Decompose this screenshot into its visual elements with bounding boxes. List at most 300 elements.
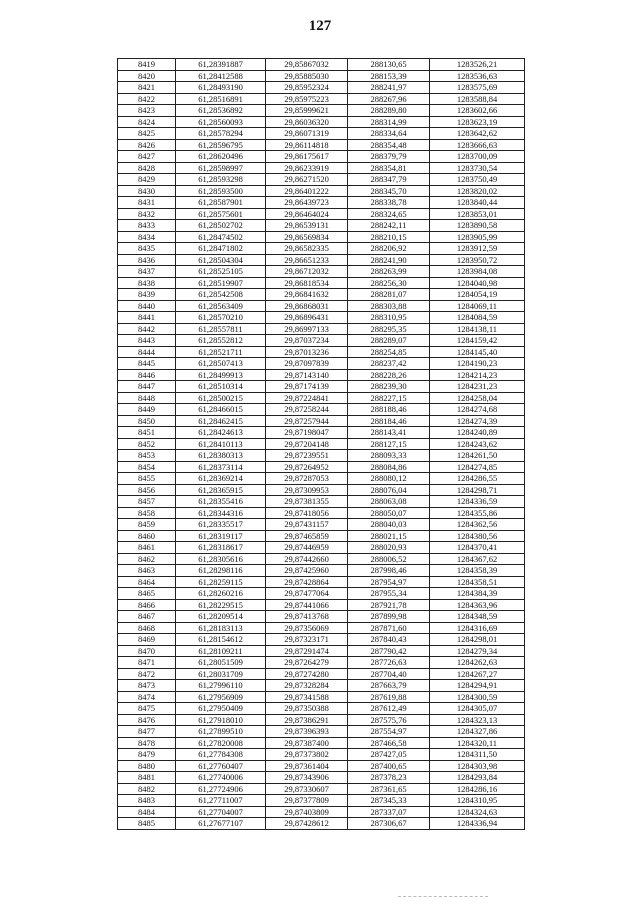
x-coordinate-cell: 287704,40 xyxy=(348,668,430,680)
longitude-cell: 29,87403809 xyxy=(266,806,348,818)
latitude-cell: 61,28229515 xyxy=(176,599,266,611)
point-number-cell: 8467 xyxy=(118,611,176,623)
longitude-cell: 29,87037234 xyxy=(266,335,348,347)
y-coordinate-cell: 1284084,59 xyxy=(430,312,525,324)
table-row xyxy=(118,668,525,680)
table-row xyxy=(118,795,525,807)
longitude-cell: 29,87396393 xyxy=(266,726,348,738)
y-coordinate-cell: 1284138,11 xyxy=(430,323,525,335)
point-number-cell: 8422 xyxy=(118,93,176,105)
scan-edge-mark xyxy=(398,896,488,897)
x-coordinate-cell: 288263,99 xyxy=(348,266,430,278)
x-coordinate-cell: 287790,42 xyxy=(348,645,430,657)
y-coordinate-cell: 1283588,84 xyxy=(430,93,525,105)
latitude-cell: 61,28259115 xyxy=(176,576,266,588)
x-coordinate-cell: 288210,15 xyxy=(348,231,430,243)
longitude-cell: 29,85885030 xyxy=(266,70,348,82)
longitude-cell: 29,86896431 xyxy=(266,312,348,324)
y-coordinate-cell: 1284298,71 xyxy=(430,484,525,496)
table-row xyxy=(118,59,525,71)
table-row xyxy=(118,404,525,416)
x-coordinate-cell: 288289,07 xyxy=(348,335,430,347)
y-coordinate-cell: 1284286,16 xyxy=(430,783,525,795)
x-coordinate-cell: 288237,42 xyxy=(348,358,430,370)
point-number-cell: 8447 xyxy=(118,381,176,393)
point-number-cell: 8441 xyxy=(118,312,176,324)
latitude-cell: 61,28260216 xyxy=(176,588,266,600)
table-row xyxy=(118,438,525,450)
longitude-cell: 29,87386291 xyxy=(266,714,348,726)
x-coordinate-cell: 288153,39 xyxy=(348,70,430,82)
longitude-cell: 29,86569834 xyxy=(266,231,348,243)
latitude-cell: 61,28380313 xyxy=(176,450,266,462)
y-coordinate-cell: 1284240,89 xyxy=(430,427,525,439)
longitude-cell: 29,87425960 xyxy=(266,565,348,577)
longitude-cell: 29,87309953 xyxy=(266,484,348,496)
y-coordinate-cell: 1284258,04 xyxy=(430,392,525,404)
x-coordinate-cell: 288184,46 xyxy=(348,415,430,427)
point-number-cell: 8452 xyxy=(118,438,176,450)
point-number-cell: 8485 xyxy=(118,818,176,830)
y-coordinate-cell: 1283984,08 xyxy=(430,266,525,278)
table-row xyxy=(118,611,525,623)
latitude-cell: 61,28369214 xyxy=(176,473,266,485)
point-number-cell: 8476 xyxy=(118,714,176,726)
y-coordinate-cell: 1284370,41 xyxy=(430,542,525,554)
table-row xyxy=(118,312,525,324)
latitude-cell: 61,28542508 xyxy=(176,289,266,301)
longitude-cell: 29,87446959 xyxy=(266,542,348,554)
x-coordinate-cell: 288241,97 xyxy=(348,82,430,94)
point-number-cell: 8465 xyxy=(118,588,176,600)
x-coordinate-cell: 288006,52 xyxy=(348,553,430,565)
table-row xyxy=(118,484,525,496)
x-coordinate-cell: 287361,65 xyxy=(348,783,430,795)
longitude-cell: 29,85867032 xyxy=(266,59,348,71)
point-number-cell: 8463 xyxy=(118,565,176,577)
y-coordinate-cell: 1283730,54 xyxy=(430,162,525,174)
latitude-cell: 61,28596795 xyxy=(176,139,266,151)
x-coordinate-cell: 287378,23 xyxy=(348,772,430,784)
point-number-cell: 8435 xyxy=(118,243,176,255)
y-coordinate-cell: 1284274,39 xyxy=(430,415,525,427)
table-row xyxy=(118,185,525,197)
longitude-cell: 29,86582335 xyxy=(266,243,348,255)
longitude-cell: 29,87428612 xyxy=(266,818,348,830)
table-row xyxy=(118,519,525,531)
y-coordinate-cell: 1283890,58 xyxy=(430,220,525,232)
point-number-cell: 8480 xyxy=(118,760,176,772)
latitude-cell: 61,28051509 xyxy=(176,657,266,669)
table-row xyxy=(118,415,525,427)
table-row xyxy=(118,289,525,301)
point-number-cell: 8454 xyxy=(118,461,176,473)
y-coordinate-cell: 1284261,50 xyxy=(430,450,525,462)
coordinates-table-body xyxy=(118,59,525,830)
table-row xyxy=(118,300,525,312)
table-row xyxy=(118,266,525,278)
y-coordinate-cell: 1283623,19 xyxy=(430,116,525,128)
x-coordinate-cell: 287619,88 xyxy=(348,691,430,703)
y-coordinate-cell: 1284300,59 xyxy=(430,691,525,703)
point-number-cell: 8443 xyxy=(118,335,176,347)
longitude-cell: 29,86071319 xyxy=(266,128,348,140)
table-row xyxy=(118,542,525,554)
y-coordinate-cell: 1284214,23 xyxy=(430,369,525,381)
latitude-cell: 61,27711007 xyxy=(176,795,266,807)
table-row xyxy=(118,530,525,542)
y-coordinate-cell: 1283905,99 xyxy=(430,231,525,243)
y-coordinate-cell: 1283750,49 xyxy=(430,174,525,186)
table-row xyxy=(118,818,525,830)
x-coordinate-cell: 287427,05 xyxy=(348,749,430,761)
x-coordinate-cell: 287955,34 xyxy=(348,588,430,600)
longitude-cell: 29,87431157 xyxy=(266,519,348,531)
table-row xyxy=(118,358,525,370)
longitude-cell: 29,87287053 xyxy=(266,473,348,485)
longitude-cell: 29,87239551 xyxy=(266,450,348,462)
longitude-cell: 29,87264279 xyxy=(266,657,348,669)
table-row xyxy=(118,323,525,335)
point-number-cell: 8484 xyxy=(118,806,176,818)
y-coordinate-cell: 1283820,02 xyxy=(430,185,525,197)
latitude-cell: 61,28031709 xyxy=(176,668,266,680)
x-coordinate-cell: 288303,88 xyxy=(348,300,430,312)
point-number-cell: 8453 xyxy=(118,450,176,462)
x-coordinate-cell: 288241,90 xyxy=(348,254,430,266)
y-coordinate-cell: 1284323,13 xyxy=(430,714,525,726)
table-row xyxy=(118,634,525,646)
point-number-cell: 8421 xyxy=(118,82,176,94)
point-number-cell: 8420 xyxy=(118,70,176,82)
longitude-cell: 29,87343906 xyxy=(266,772,348,784)
y-coordinate-cell: 1284316,69 xyxy=(430,622,525,634)
x-coordinate-cell: 287663,79 xyxy=(348,680,430,692)
x-coordinate-cell: 287337,07 xyxy=(348,806,430,818)
point-number-cell: 8464 xyxy=(118,576,176,588)
x-coordinate-cell: 288084,86 xyxy=(348,461,430,473)
point-number-cell: 8470 xyxy=(118,645,176,657)
longitude-cell: 29,86868031 xyxy=(266,300,348,312)
point-number-cell: 8442 xyxy=(118,323,176,335)
x-coordinate-cell: 288143,41 xyxy=(348,427,430,439)
longitude-cell: 29,87377809 xyxy=(266,795,348,807)
latitude-cell: 61,27899510 xyxy=(176,726,266,738)
table-row xyxy=(118,783,525,795)
y-coordinate-cell: 1284274,85 xyxy=(430,461,525,473)
table-row xyxy=(118,174,525,186)
table-row xyxy=(118,588,525,600)
x-coordinate-cell: 288188,46 xyxy=(348,404,430,416)
y-coordinate-cell: 1284311,50 xyxy=(430,749,525,761)
table-row xyxy=(118,703,525,715)
latitude-cell: 61,28593298 xyxy=(176,174,266,186)
y-coordinate-cell: 1283853,01 xyxy=(430,208,525,220)
latitude-cell: 61,28298116 xyxy=(176,565,266,577)
x-coordinate-cell: 288324,65 xyxy=(348,208,430,220)
point-number-cell: 8466 xyxy=(118,599,176,611)
page-number: 127 xyxy=(308,18,332,34)
x-coordinate-cell: 287998,46 xyxy=(348,565,430,577)
table-row xyxy=(118,116,525,128)
point-number-cell: 8440 xyxy=(118,300,176,312)
table-row xyxy=(118,461,525,473)
latitude-cell: 61,28516891 xyxy=(176,93,266,105)
longitude-cell: 29,87361404 xyxy=(266,760,348,772)
longitude-cell: 29,85999621 xyxy=(266,105,348,117)
point-number-cell: 8477 xyxy=(118,726,176,738)
x-coordinate-cell: 287400,65 xyxy=(348,760,430,772)
point-number-cell: 8481 xyxy=(118,772,176,784)
longitude-cell: 29,87341588 xyxy=(266,691,348,703)
table-row xyxy=(118,243,525,255)
y-coordinate-cell: 1284305,07 xyxy=(430,703,525,715)
x-coordinate-cell: 287871,60 xyxy=(348,622,430,634)
point-number-cell: 8455 xyxy=(118,473,176,485)
latitude-cell: 61,27760407 xyxy=(176,760,266,772)
x-coordinate-cell: 288093,33 xyxy=(348,450,430,462)
x-coordinate-cell: 288256,30 xyxy=(348,277,430,289)
x-coordinate-cell: 288021,15 xyxy=(348,530,430,542)
y-coordinate-cell: 1284279,34 xyxy=(430,645,525,657)
table-row xyxy=(118,507,525,519)
latitude-cell: 61,28424613 xyxy=(176,427,266,439)
y-coordinate-cell: 1284355,86 xyxy=(430,507,525,519)
point-number-cell: 8460 xyxy=(118,530,176,542)
point-number-cell: 8432 xyxy=(118,208,176,220)
point-number-cell: 8426 xyxy=(118,139,176,151)
latitude-cell: 61,28462415 xyxy=(176,415,266,427)
point-number-cell: 8436 xyxy=(118,254,176,266)
point-number-cell: 8448 xyxy=(118,392,176,404)
table-row xyxy=(118,496,525,508)
latitude-cell: 61,28305616 xyxy=(176,553,266,565)
point-number-cell: 8437 xyxy=(118,266,176,278)
table-row xyxy=(118,772,525,784)
latitude-cell: 61,28344316 xyxy=(176,507,266,519)
longitude-cell: 29,87442660 xyxy=(266,553,348,565)
y-coordinate-cell: 1284327,86 xyxy=(430,726,525,738)
table-row xyxy=(118,346,525,358)
point-number-cell: 8472 xyxy=(118,668,176,680)
longitude-cell: 29,87258244 xyxy=(266,404,348,416)
longitude-cell: 29,87274280 xyxy=(266,668,348,680)
y-coordinate-cell: 1284262,63 xyxy=(430,657,525,669)
x-coordinate-cell: 287306,67 xyxy=(348,818,430,830)
y-coordinate-cell: 1283912,59 xyxy=(430,243,525,255)
y-coordinate-cell: 1284336,94 xyxy=(430,818,525,830)
table-row xyxy=(118,565,525,577)
x-coordinate-cell: 288254,85 xyxy=(348,346,430,358)
x-coordinate-cell: 288050,07 xyxy=(348,507,430,519)
table-row xyxy=(118,392,525,404)
x-coordinate-cell: 287921,78 xyxy=(348,599,430,611)
y-coordinate-cell: 1284243,62 xyxy=(430,438,525,450)
y-coordinate-cell: 1284040,98 xyxy=(430,277,525,289)
table-row xyxy=(118,381,525,393)
y-coordinate-cell: 1284324,63 xyxy=(430,806,525,818)
latitude-cell: 61,28593500 xyxy=(176,185,266,197)
x-coordinate-cell: 288289,80 xyxy=(348,105,430,117)
y-coordinate-cell: 1284274,68 xyxy=(430,404,525,416)
longitude-cell: 29,86841632 xyxy=(266,289,348,301)
table-row xyxy=(118,162,525,174)
latitude-cell: 61,28552812 xyxy=(176,335,266,347)
point-number-cell: 8445 xyxy=(118,358,176,370)
x-coordinate-cell: 288130,65 xyxy=(348,59,430,71)
latitude-cell: 61,28510314 xyxy=(176,381,266,393)
table-row xyxy=(118,151,525,163)
table-row xyxy=(118,231,525,243)
x-coordinate-cell: 288334,64 xyxy=(348,128,430,140)
y-coordinate-cell: 1284320,11 xyxy=(430,737,525,749)
table-row xyxy=(118,749,525,761)
table-row xyxy=(118,714,525,726)
latitude-cell: 61,28536892 xyxy=(176,105,266,117)
table-row xyxy=(118,208,525,220)
point-number-cell: 8468 xyxy=(118,622,176,634)
table-row xyxy=(118,680,525,692)
longitude-cell: 29,87428864 xyxy=(266,576,348,588)
longitude-cell: 29,87291474 xyxy=(266,645,348,657)
point-number-cell: 8431 xyxy=(118,197,176,209)
y-coordinate-cell: 1284348,59 xyxy=(430,611,525,623)
longitude-cell: 29,87323171 xyxy=(266,634,348,646)
x-coordinate-cell: 288227,15 xyxy=(348,392,430,404)
x-coordinate-cell: 288127,15 xyxy=(348,438,430,450)
y-coordinate-cell: 1283526,21 xyxy=(430,59,525,71)
longitude-cell: 29,85952324 xyxy=(266,82,348,94)
x-coordinate-cell: 287840,43 xyxy=(348,634,430,646)
longitude-cell: 29,86233919 xyxy=(266,162,348,174)
latitude-cell: 61,28507413 xyxy=(176,358,266,370)
table-row xyxy=(118,737,525,749)
longitude-cell: 29,87465859 xyxy=(266,530,348,542)
latitude-cell: 61,27918010 xyxy=(176,714,266,726)
x-coordinate-cell: 288020,93 xyxy=(348,542,430,554)
latitude-cell: 61,28109211 xyxy=(176,645,266,657)
latitude-cell: 61,27704007 xyxy=(176,806,266,818)
latitude-cell: 61,28154612 xyxy=(176,634,266,646)
y-coordinate-cell: 1284358,51 xyxy=(430,576,525,588)
latitude-cell: 61,27784308 xyxy=(176,749,266,761)
y-coordinate-cell: 1283575,69 xyxy=(430,82,525,94)
latitude-cell: 61,27996110 xyxy=(176,680,266,692)
y-coordinate-cell: 1284310,95 xyxy=(430,795,525,807)
latitude-cell: 61,28504304 xyxy=(176,254,266,266)
x-coordinate-cell: 288338,78 xyxy=(348,197,430,209)
point-number-cell: 8439 xyxy=(118,289,176,301)
point-number-cell: 8471 xyxy=(118,657,176,669)
latitude-cell: 61,28519907 xyxy=(176,277,266,289)
table-row xyxy=(118,93,525,105)
table-row xyxy=(118,335,525,347)
x-coordinate-cell: 288314,99 xyxy=(348,116,430,128)
x-coordinate-cell: 287726,63 xyxy=(348,657,430,669)
table-row xyxy=(118,105,525,117)
x-coordinate-cell: 288347,79 xyxy=(348,174,430,186)
point-number-cell: 8462 xyxy=(118,553,176,565)
table-row xyxy=(118,553,525,565)
table-row xyxy=(118,599,525,611)
latitude-cell: 61,28563409 xyxy=(176,300,266,312)
longitude-cell: 29,86036320 xyxy=(266,116,348,128)
point-number-cell: 8449 xyxy=(118,404,176,416)
y-coordinate-cell: 1283950,72 xyxy=(430,254,525,266)
longitude-cell: 29,85975223 xyxy=(266,93,348,105)
table-row xyxy=(118,691,525,703)
x-coordinate-cell: 287612,49 xyxy=(348,703,430,715)
latitude-cell: 61,28183113 xyxy=(176,622,266,634)
longitude-cell: 29,87350388 xyxy=(266,703,348,715)
x-coordinate-cell: 287899,98 xyxy=(348,611,430,623)
latitude-cell: 61,28620496 xyxy=(176,151,266,163)
longitude-cell: 29,87441066 xyxy=(266,599,348,611)
x-coordinate-cell: 288295,35 xyxy=(348,323,430,335)
y-coordinate-cell: 1283536,63 xyxy=(430,70,525,82)
table-row xyxy=(118,622,525,634)
x-coordinate-cell: 287554,97 xyxy=(348,726,430,738)
latitude-cell: 61,28410113 xyxy=(176,438,266,450)
x-coordinate-cell: 288379,79 xyxy=(348,151,430,163)
y-coordinate-cell: 1283642,62 xyxy=(430,128,525,140)
longitude-cell: 29,87013236 xyxy=(266,346,348,358)
x-coordinate-cell: 287954,97 xyxy=(348,576,430,588)
longitude-cell: 29,86401222 xyxy=(266,185,348,197)
point-number-cell: 8428 xyxy=(118,162,176,174)
latitude-cell: 61,27950409 xyxy=(176,703,266,715)
longitude-cell: 29,87198047 xyxy=(266,427,348,439)
y-coordinate-cell: 1284293,84 xyxy=(430,772,525,784)
point-number-cell: 8473 xyxy=(118,680,176,692)
longitude-cell: 29,86114818 xyxy=(266,139,348,151)
x-coordinate-cell: 287345,33 xyxy=(348,795,430,807)
latitude-cell: 61,28355416 xyxy=(176,496,266,508)
longitude-cell: 29,87387400 xyxy=(266,737,348,749)
table-row xyxy=(118,369,525,381)
point-number-cell: 8419 xyxy=(118,59,176,71)
longitude-cell: 29,87373802 xyxy=(266,749,348,761)
y-coordinate-cell: 1284190,23 xyxy=(430,358,525,370)
latitude-cell: 61,28575601 xyxy=(176,208,266,220)
coordinates-table xyxy=(117,58,525,830)
x-coordinate-cell: 288040,03 xyxy=(348,519,430,531)
longitude-cell: 29,87174139 xyxy=(266,381,348,393)
table-row xyxy=(118,806,525,818)
latitude-cell: 61,28209514 xyxy=(176,611,266,623)
x-coordinate-cell: 288310,95 xyxy=(348,312,430,324)
y-coordinate-cell: 1284380,56 xyxy=(430,530,525,542)
latitude-cell: 61,28502702 xyxy=(176,220,266,232)
longitude-cell: 29,86464024 xyxy=(266,208,348,220)
point-number-cell: 8450 xyxy=(118,415,176,427)
latitude-cell: 61,28560093 xyxy=(176,116,266,128)
table-row xyxy=(118,254,525,266)
y-coordinate-cell: 1284336,59 xyxy=(430,496,525,508)
point-number-cell: 8482 xyxy=(118,783,176,795)
longitude-cell: 29,86439723 xyxy=(266,197,348,209)
x-coordinate-cell: 288354,81 xyxy=(348,162,430,174)
table-row xyxy=(118,139,525,151)
latitude-cell: 61,28587901 xyxy=(176,197,266,209)
point-number-cell: 8444 xyxy=(118,346,176,358)
point-number-cell: 8433 xyxy=(118,220,176,232)
latitude-cell: 61,28466015 xyxy=(176,404,266,416)
table-row xyxy=(118,197,525,209)
table-row xyxy=(118,128,525,140)
y-coordinate-cell: 1284358,39 xyxy=(430,565,525,577)
latitude-cell: 61,27677107 xyxy=(176,818,266,830)
